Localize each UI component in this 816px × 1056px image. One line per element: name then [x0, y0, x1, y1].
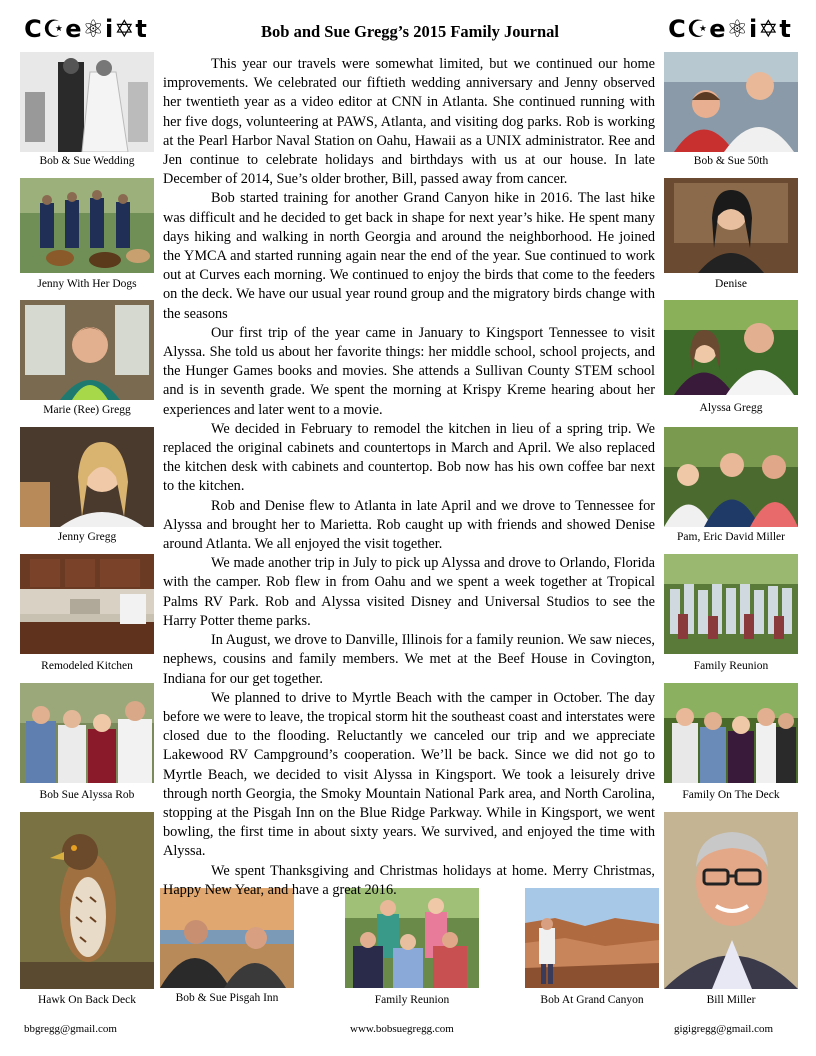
page-title: Bob and Sue Gregg’s 2015 Family Journal	[261, 22, 559, 41]
caption-bob-sue-pisgah-inn: Bob & Sue Pisgah Inn	[175, 992, 279, 1004]
paragraph-5: Rob and Denise flew to Atlanta in late April and we drove to Tennessee for Alyssa and brought her to Marietta. Rob caught up with friends and showed Denise around Atlanta. We all enjoyed the visit together.	[163, 497, 655, 553]
caption-bill-miller: Bill Miller	[706, 994, 756, 1006]
photo-jenny-gregg	[20, 427, 154, 527]
caption-family-reunion-bottom: Family Reunion	[374, 994, 450, 1006]
photo-pam-eric-david-miller	[664, 427, 798, 527]
caption-remodeled-kitchen: Remodeled Kitchen	[41, 660, 133, 672]
caption-marie-ree-gregg: Marie (Ree) Gregg	[43, 404, 131, 416]
photo-family-reunion-right	[664, 554, 798, 654]
photo-jenny-with-dogs	[20, 178, 154, 273]
paragraph-3: Our first trip of the year came in January to Kingsport Tennessee to visit Alyssa. She told us about her favorite things: her middle school, school projects, and the Hunger Games books and movies. She attends a Sullivan County STEM school and is in seventh grade. We spent the morning at Krispy Kreme hearing about her experiences and later went to a movie.	[163, 324, 655, 418]
coexist-logo-right: C☪e⚛i✡t	[668, 15, 792, 43]
caption-bob-sue-50th: Bob & Sue 50th	[693, 155, 769, 167]
footer-website[interactable]: www.bobsuegregg.com	[350, 1023, 454, 1035]
caption-bob-sue-alyssa-rob: Bob Sue Alyssa Rob	[39, 789, 135, 801]
photo-bob-sue-alyssa-rob	[20, 683, 154, 783]
paragraph-6: We made another trip in July to pick up Alyssa and drove to Orlando, Florida with the camper. Rob flew in from Oahu and we spent a week together at Tropical Palms RV Park. Rob and Alyssa visited Disney and Universal Studios to see the Harry Potter theme parks.	[163, 555, 655, 629]
caption-jenny-gregg: Jenny Gregg	[57, 531, 117, 543]
footer-left-email[interactable]: bbgregg@gmail.com	[24, 1023, 117, 1035]
photo-family-on-the-deck	[664, 683, 798, 783]
caption-bob-sue-wedding: Bob & Sue Wedding	[39, 155, 135, 167]
paragraph-2: Bob started training for another Grand Canyon hike in 2016. The last hike was difficult and he decided to get back in shape for next year’s hike. He spent many days hiking and walking in north Georgia and around the neighborhood. He joined the YMCA and started running again near the end of the year. Sue continued to work out at Curves each morning. We continued to enjoy the birds that come to the feeders on the deck. We have our usual year round group and the migratory birds change with the seasons	[163, 190, 655, 322]
photo-remodeled-kitchen	[20, 554, 154, 654]
paragraph-9: We spent Thanksgiving and Christmas holidays at home. Merry Christmas, Happy New Year, and have a great 2016.	[163, 862, 655, 898]
caption-jenny-with-dogs: Jenny With Her Dogs	[37, 278, 137, 290]
photo-bill-miller	[664, 812, 798, 989]
photo-bob-sue-wedding	[20, 52, 154, 152]
photo-bob-at-grand-canyon	[525, 888, 659, 988]
caption-hawk-on-back-deck: Hawk On Back Deck	[37, 994, 137, 1006]
caption-bob-at-grand-canyon: Bob At Grand Canyon	[540, 994, 644, 1006]
caption-family-reunion-right: Family Reunion	[693, 660, 769, 672]
paragraph-4: We decided in February to remodel the kitchen in lieu of a spring trip. We replaced the original cabinets and countertops in March and April. We also replaced the kitchen desk with cabinets and countertop. Bob now has his own coffee bar next to the kitchen.	[163, 420, 655, 495]
caption-denise: Denise	[715, 278, 747, 290]
photo-alyssa-gregg	[664, 300, 798, 395]
caption-pam-eric-david-miller: Pam, Eric David Miller	[677, 531, 785, 543]
photo-bob-sue-pisgah-inn	[160, 888, 294, 988]
caption-family-on-the-deck: Family On The Deck	[682, 789, 780, 801]
paragraph-8: We planned to drive to Myrtle Beach with the camper in October. The day before we were to leave, the tropical storm hit the southeast coast and interstates were closed due to the flooding. Reluctantly we canceled our trip and we appreciate Lakewood RV Campground’s cooperation. We’ll be back. Since we did not go to Myrtle Beach, we decided to visit Alyssa in Kingsport. We took a leisurely drive through north Georgia, the Smoky Mountain National Park area, and North Carolina, stopping at the Pisgah Inn on the Blue Ridge Parkway. While in Kingsport, we went bowling, the first time in about sixty years. We survived, and enjoyed the time with Alyssa.	[163, 689, 655, 860]
footer-right-email[interactable]: gigigregg@gmail.com	[674, 1023, 774, 1035]
caption-alyssa-gregg: Alyssa Gregg	[699, 402, 763, 414]
photo-denise	[664, 178, 798, 273]
photo-marie-ree-gregg	[20, 300, 154, 400]
photo-bob-sue-50th	[664, 52, 798, 152]
journal-body	[163, 55, 655, 900]
paragraph-1: This year our travels were somewhat limited, but we continued our home improvements. We celebrated our fiftieth wedding anniversary and Jenny observed her twentieth year as a video editor at CNN in Atlanta. She continued running with her five dogs, volunteering at PAWS, Atlanta, and visiting dog parks. Rob is working at the Pearl Harbor Naval Station on Oahu, Hawaii as a UNIX administrator. Ree and Jen continue to celebrate holidays and birthdays with us at our house. In late December of 2014, Sue’s older brother, Bill, passed away from cancer.	[163, 56, 655, 188]
photo-hawk-on-back-deck	[20, 812, 154, 989]
photo-family-reunion-bottom	[345, 888, 479, 988]
coexist-logo-left: C☪e⚛i✡t	[24, 15, 148, 43]
paragraph-7: In August, we drove to Danville, Illinois for a family reunion. We saw nieces, nephews, cousins and family members. We met at the Beef House in Covington, Indiana for our get together.	[163, 632, 655, 687]
